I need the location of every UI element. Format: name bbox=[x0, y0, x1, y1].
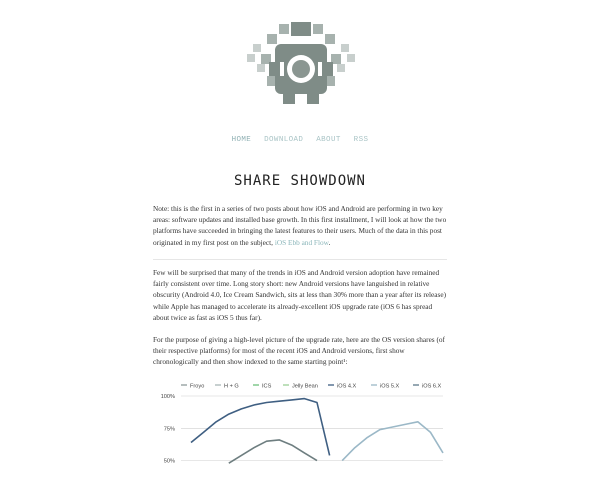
paragraph-text: Few will be surprised that many of the trends in iOS and Android version adoption have remained fairly consistent over time. Long story short: new Android versions have languished in relative obscurity (Android 4.0, Ice Cream Sandwich, sits at less than 30% more than a year after its release) while Apple has managed to accelerate its already-excellent iOS upgrade rate (iOS 6 has spread about twice as fast as iOS 5 thus far). bbox=[153, 268, 446, 322]
legend-label: ICS bbox=[262, 383, 272, 390]
series-line bbox=[229, 440, 317, 463]
nav-rss-link[interactable]: RSS bbox=[353, 136, 369, 144]
legend-label: H + G bbox=[224, 383, 239, 390]
nav-about-link[interactable]: ABOUT bbox=[316, 136, 341, 144]
legend-label: iOS 4.X bbox=[337, 383, 357, 390]
legend-label: Froyo bbox=[190, 383, 205, 390]
post-title: SHARE SHOWDOWN bbox=[233, 173, 366, 189]
legend-label: Jelly Bean bbox=[292, 383, 318, 390]
paragraph-text: For the purpose of giving a high-level picture of the upgrade rate, here are the OS version shares (of their respective platforms) for most of the recent iOS and Android versions, first show chronologically and then show indexed to the same starting point¹: bbox=[153, 335, 445, 367]
y-tick-label: 75% bbox=[163, 426, 175, 433]
paragraph-text: Note: this is the first in a series of two posts about how iOS and Android are performing in two key areas: software updates and installed base growth. In this first installment, I will look at how the two platforms have succeeded in bringing the latest features to their users. Much of the data in this post originated in my first post on the subject, bbox=[153, 204, 447, 247]
series-line bbox=[191, 399, 330, 456]
chart-legend bbox=[181, 384, 442, 390]
post-paragraph-purpose bbox=[153, 334, 447, 368]
main-nav bbox=[0, 136, 600, 144]
y-tick-label: 100% bbox=[160, 394, 175, 400]
paragraph-text-end: . bbox=[328, 237, 331, 247]
chart-lines bbox=[191, 399, 443, 464]
nav-download-link[interactable]: DOWNLOAD bbox=[264, 136, 304, 144]
legend-label: iOS 6.X bbox=[422, 383, 442, 390]
site-logo-icon[interactable] bbox=[247, 22, 355, 114]
section-divider bbox=[153, 259, 447, 260]
series-line bbox=[342, 422, 443, 461]
y-tick-label: 50% bbox=[163, 458, 175, 465]
nav-home-link[interactable]: HOME bbox=[231, 136, 252, 144]
chart-grid bbox=[161, 394, 443, 465]
post-paragraph-summary bbox=[153, 267, 447, 323]
legend-label: iOS 5.X bbox=[380, 383, 400, 390]
os-share-chart bbox=[153, 378, 453, 480]
post-paragraph-note bbox=[153, 203, 447, 248]
ios-ebb-and-flow-link[interactable]: iOS Ebb and Flow bbox=[274, 237, 329, 247]
